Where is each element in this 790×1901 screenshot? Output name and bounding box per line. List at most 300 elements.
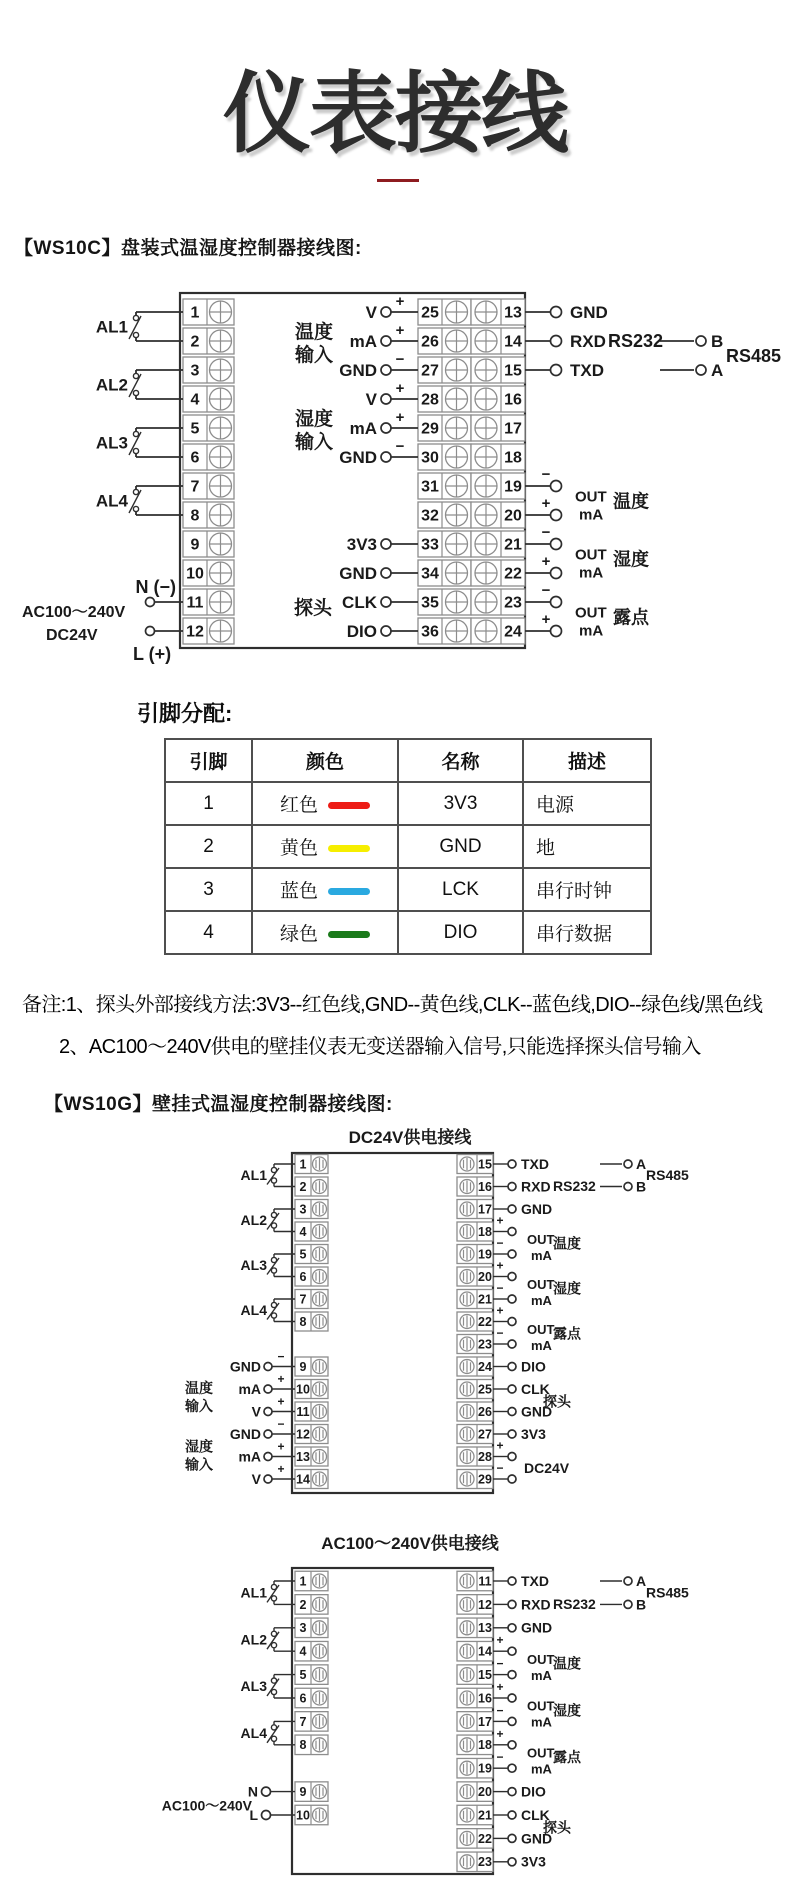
color-cell	[252, 782, 398, 825]
connection-dot	[508, 1430, 516, 1438]
port-label: DIO	[521, 1358, 546, 1375]
ws10g-section-header: 【WS10G】壁挂式温湿度控制器接线图:	[44, 1094, 393, 1115]
terminal-number: 30	[421, 449, 439, 467]
diagram-subtitle: DC24V供电接线	[348, 1128, 472, 1147]
dc-supply-label: DC24V	[46, 627, 98, 644]
connection-dot	[508, 1694, 516, 1702]
sign-label: +	[395, 380, 405, 397]
rs232-label: RS232	[553, 1178, 596, 1195]
terminal-number: 16	[478, 1691, 492, 1706]
out-label: mA	[531, 1714, 552, 1730]
col-header-name: 名称	[398, 739, 523, 782]
probe-label: 探头	[293, 597, 333, 619]
terminal-number: 27	[421, 362, 439, 380]
connection-dot	[508, 1811, 516, 1819]
terminal-number: 7	[299, 1292, 307, 1307]
rs485-line-b-label: B	[636, 1178, 647, 1195]
sign-label: −	[496, 1750, 504, 1765]
terminal-number: 13	[478, 1621, 492, 1636]
connection-dot	[381, 452, 391, 462]
pin-table-body	[165, 782, 651, 954]
terminal-number: 29	[421, 420, 439, 438]
connection-dot	[551, 307, 562, 318]
col-header-desc: 描述	[523, 739, 651, 782]
connection-dot	[696, 365, 706, 375]
page-title: 仪表接线	[222, 64, 567, 163]
terminal-number: 9	[190, 536, 200, 554]
terminal-number: 24	[504, 623, 522, 641]
desc-cell: 串行时钟	[523, 868, 651, 911]
terminal-number: 5	[299, 1247, 307, 1262]
input-group-label: 温度	[294, 322, 334, 343]
terminal-number: 10	[296, 1808, 310, 1823]
alarm-switch-label: AL4	[95, 491, 128, 511]
terminal-number: 17	[478, 1714, 492, 1729]
terminal-number: 2	[299, 1179, 307, 1194]
alarm-switch-label: AL2	[95, 375, 128, 395]
port-label: mA	[238, 1380, 261, 1397]
terminal-number: 4	[299, 1224, 307, 1239]
connection-dot	[508, 1577, 516, 1585]
neutral-terminal-label: N (−)	[135, 577, 176, 597]
connection-dot	[551, 510, 562, 521]
out-label: OUT	[527, 1651, 555, 1667]
rs485-label: RS485	[646, 1167, 689, 1184]
out-label: OUT	[575, 546, 607, 564]
connection-dot	[264, 1475, 272, 1483]
input-group-label: 输入	[185, 1456, 213, 1473]
terminal-number: 16	[478, 1179, 492, 1194]
connection-dot	[271, 1689, 276, 1694]
alarm-switch-label: AL1	[95, 317, 128, 337]
connection-dot	[508, 1385, 516, 1393]
probe-label: 探头	[543, 1393, 571, 1410]
connection-dot	[508, 1408, 516, 1416]
terminal-number: 9	[299, 1784, 307, 1799]
out-label: mA	[531, 1247, 552, 1263]
sign-label: +	[277, 1462, 285, 1476]
terminal-number: 21	[478, 1808, 492, 1823]
alarm-switch-label: AL4	[240, 1725, 267, 1741]
output-category-label: 湿度	[553, 1280, 581, 1297]
terminal-number: 8	[190, 507, 200, 525]
port-label: V	[251, 1403, 261, 1420]
alarm-switch-label: AL3	[240, 1257, 267, 1274]
port-label: GND	[339, 563, 377, 583]
table-header-row	[165, 739, 651, 782]
port-label: 3V3	[346, 534, 377, 554]
out-label: mA	[531, 1292, 552, 1308]
rs485-line-b-label: B	[711, 331, 724, 351]
out-label: OUT	[527, 1321, 555, 1337]
connection-dot	[508, 1363, 516, 1371]
terminal-number: 34	[421, 565, 439, 583]
out-label: mA	[579, 506, 604, 524]
connection-dot	[133, 390, 138, 395]
pin-cell: 2	[165, 825, 252, 868]
connection-dot	[146, 598, 155, 607]
terminal-number: 18	[478, 1224, 492, 1239]
color-cell	[252, 825, 398, 868]
terminal-number: 11	[296, 1404, 310, 1419]
terminal-number: 20	[478, 1784, 492, 1799]
name-cell: LCK	[398, 868, 523, 911]
color-swatch	[328, 845, 370, 852]
terminal-number: 15	[504, 362, 522, 380]
out-label: OUT	[527, 1745, 555, 1761]
port-label: V	[365, 389, 377, 409]
port-label: GND	[521, 1403, 553, 1420]
connection-dot	[271, 1736, 276, 1741]
col-header-pin: 引脚	[165, 739, 252, 782]
rs485-label: RS485	[726, 345, 782, 366]
connection-dot	[264, 1453, 272, 1461]
port-label: GND	[521, 1619, 553, 1636]
name-cell: DIO	[398, 911, 523, 954]
desc-cell: 串行数据	[523, 911, 651, 954]
terminal-number: 20	[478, 1269, 492, 1284]
rs485-line-a-label: A	[711, 360, 724, 380]
terminal-number: 36	[421, 623, 439, 641]
terminal-number: 13	[296, 1449, 310, 1464]
port-label: V	[365, 302, 377, 322]
connection-dot	[508, 1205, 516, 1213]
connection-dot	[271, 1643, 276, 1648]
connection-dot	[696, 336, 706, 346]
out-label: mA	[531, 1337, 552, 1353]
connection-dot	[133, 373, 138, 378]
terminal-number: 25	[478, 1382, 492, 1397]
input-group-label: 湿度	[185, 1438, 213, 1455]
port-label: CLK	[521, 1380, 550, 1397]
connection-dot	[381, 365, 391, 375]
port-label: GND	[229, 1358, 261, 1375]
terminal-number: 23	[478, 1855, 492, 1870]
connection-dot	[551, 336, 562, 347]
connection-dot	[264, 1385, 272, 1393]
connection-dot	[551, 568, 562, 579]
connection-dot	[508, 1788, 516, 1796]
terminal-number: 8	[299, 1314, 307, 1329]
input-group-label: 输入	[185, 1397, 213, 1414]
sign-label: +	[496, 1258, 504, 1273]
connection-dot	[508, 1647, 516, 1655]
sign-label: −	[496, 1326, 504, 1340]
output-category-label: 温度	[553, 1235, 581, 1252]
sign-label: −	[541, 524, 551, 541]
sign-label: +	[496, 1726, 504, 1741]
terminal-number: 33	[421, 536, 439, 554]
connection-dot	[262, 1811, 271, 1820]
table-row	[165, 911, 651, 954]
color-label: 绿色	[279, 924, 318, 945]
sign-label: −	[277, 1417, 285, 1431]
port-label: RXD	[570, 331, 606, 351]
sign-label: −	[496, 1703, 504, 1718]
terminal-number: 2	[190, 333, 200, 351]
pin-cell: 3	[165, 868, 252, 911]
output-category-label: 湿度	[553, 1702, 581, 1719]
color-cell	[252, 911, 398, 954]
out-label: mA	[579, 564, 604, 582]
terminal-number: 4	[190, 391, 200, 409]
alarm-switch-label: AL3	[95, 433, 128, 453]
out-label: OUT	[527, 1698, 555, 1714]
connection-dot	[508, 1340, 516, 1348]
terminal-number: 7	[190, 478, 200, 496]
sign-label: +	[277, 1439, 285, 1454]
sign-label: +	[496, 1633, 504, 1648]
terminal-number: 23	[504, 594, 522, 612]
connection-dot	[271, 1223, 276, 1228]
connection-dot	[381, 423, 391, 433]
desc-cell: 地	[523, 825, 651, 868]
terminal-number: 31	[421, 478, 439, 496]
terminal-number: 15	[478, 1667, 492, 1682]
connection-dot	[508, 1741, 516, 1749]
probe-label: 探头	[543, 1819, 571, 1836]
name-cell: 3V3	[398, 782, 523, 825]
out-label: mA	[531, 1761, 552, 1777]
terminal-number: 22	[478, 1314, 492, 1329]
connection-dot	[133, 489, 138, 494]
input-group-label: 湿度	[294, 409, 334, 430]
rs485-line-a-label: A	[636, 1155, 647, 1172]
terminal-number: 32	[421, 507, 439, 525]
alarm-switch-label: AL2	[240, 1212, 267, 1229]
connection-dot	[508, 1834, 516, 1842]
sign-label: +	[395, 322, 405, 339]
sign-label: −	[496, 1236, 504, 1250]
port-label: RXD	[521, 1178, 551, 1195]
terminal-number: 28	[478, 1449, 492, 1464]
connection-dot	[381, 568, 391, 578]
terminal-number: 12	[186, 623, 204, 641]
input-group-label: 输入	[294, 345, 334, 366]
sign-label: +	[541, 495, 551, 512]
connection-dot	[133, 448, 138, 453]
connection-dot	[551, 365, 562, 376]
terminal-number: 21	[504, 536, 522, 554]
connection-dot	[508, 1250, 516, 1258]
terminal-number: 3	[299, 1202, 307, 1217]
terminal-number: 2	[299, 1597, 307, 1612]
neutral-terminal-label: N	[247, 1783, 258, 1800]
port-label: GND	[229, 1425, 261, 1442]
terminal-number: 17	[478, 1202, 492, 1217]
terminal-number: 1	[299, 1157, 307, 1172]
port-label: mA	[238, 1448, 261, 1465]
note-line-2: 2、AC100～240V供电的壁挂仪表无变送器输入信号,只能选择探头信号输入	[59, 1036, 701, 1058]
terminal-number: 12	[296, 1427, 310, 1442]
connection-dot	[133, 332, 138, 337]
connection-dot	[508, 1228, 516, 1236]
terminal-number: 5	[299, 1667, 307, 1682]
terminal-number: 6	[299, 1269, 307, 1284]
terminal-number: 21	[478, 1292, 492, 1307]
connection-dot	[624, 1577, 632, 1585]
out-label: OUT	[527, 1231, 555, 1247]
connection-dot	[508, 1453, 516, 1461]
connection-dot	[381, 539, 391, 549]
terminal-number: 4	[299, 1644, 307, 1659]
color-swatch	[328, 888, 370, 895]
connection-dot	[381, 626, 391, 636]
pin-cell: 4	[165, 911, 252, 954]
output-category-label: 露点	[613, 607, 649, 628]
connection-dot	[381, 394, 391, 404]
port-label: DIO	[346, 621, 377, 641]
port-label: CLK	[342, 592, 377, 612]
connection-dot	[271, 1596, 276, 1601]
output-category-label: 露点	[553, 1749, 581, 1766]
output-category-label: 湿度	[613, 549, 649, 570]
connection-dot	[271, 1178, 276, 1183]
terminal-number: 14	[504, 333, 522, 351]
port-label: CLK	[521, 1806, 550, 1823]
terminal-number: 3	[190, 362, 200, 380]
terminal-number: 8	[299, 1738, 307, 1753]
out-label: OUT	[575, 488, 607, 506]
sign-label: −	[496, 1656, 504, 1671]
port-label: GND	[570, 302, 608, 322]
port-label: 3V3	[521, 1425, 546, 1442]
alarm-switch-label: AL1	[240, 1167, 267, 1184]
connection-dot	[551, 481, 562, 492]
terminal-number: 27	[478, 1427, 492, 1442]
connection-dot	[271, 1313, 276, 1318]
terminal-number: 26	[421, 333, 439, 351]
connection-dot	[508, 1183, 516, 1191]
terminal-number: 7	[299, 1714, 307, 1729]
terminal-number: 15	[478, 1157, 492, 1172]
terminal-number: 19	[504, 478, 522, 496]
terminal-number: 26	[478, 1404, 492, 1419]
connection-dot	[551, 597, 562, 608]
alarm-switch-label: AL2	[240, 1631, 267, 1648]
output-category-label: 露点	[553, 1325, 581, 1342]
terminal-number: 1	[299, 1574, 307, 1589]
terminal-number: 10	[296, 1382, 310, 1397]
port-label: GND	[339, 447, 377, 467]
rs485-line-b-label: B	[636, 1596, 647, 1613]
port-label: GND	[521, 1830, 553, 1847]
sign-label: +	[541, 553, 551, 570]
port-label: GND	[521, 1200, 553, 1217]
table-row	[165, 868, 651, 911]
terminal-number: 14	[296, 1472, 310, 1487]
port-label: TXD	[521, 1155, 549, 1172]
sign-label: −	[395, 438, 405, 455]
terminal-number: 19	[478, 1247, 492, 1262]
terminal-number: 29	[478, 1472, 492, 1487]
terminal-number: 19	[478, 1761, 492, 1776]
connection-dot	[508, 1671, 516, 1679]
dc-supply-label: DC24V	[524, 1459, 570, 1476]
connection-dot	[508, 1600, 516, 1608]
table-row	[165, 825, 651, 868]
ws10c-section-header: 【WS10C】盘装式温湿度控制器接线图:	[14, 238, 362, 259]
connection-dot	[146, 627, 155, 636]
connection-dot	[381, 307, 391, 317]
terminal-number: 11	[186, 594, 204, 612]
terminal-number: 25	[421, 304, 439, 322]
terminal-number: 10	[186, 565, 204, 583]
sign-label: −	[541, 466, 551, 483]
terminal-number: 18	[504, 449, 522, 467]
input-group-label: 温度	[185, 1379, 213, 1396]
sign-label: +	[277, 1394, 285, 1409]
sign-label: −	[541, 582, 551, 599]
connection-dot	[508, 1318, 516, 1326]
terminal-number: 18	[478, 1738, 492, 1753]
alarm-switch-label: AL4	[240, 1302, 267, 1319]
connection-dot	[264, 1430, 272, 1438]
sign-label: +	[395, 409, 405, 426]
name-cell: GND	[398, 825, 523, 868]
color-label: 黄色	[279, 838, 318, 859]
terminal-number: 35	[421, 594, 439, 612]
terminal-number: 6	[299, 1691, 307, 1706]
terminal-number: 5	[190, 420, 200, 438]
rs232-label: RS232	[553, 1596, 596, 1613]
ac-supply-label: AC100～240V	[161, 1797, 252, 1814]
out-label: mA	[531, 1667, 552, 1683]
out-label: mA	[579, 622, 604, 640]
connection-dot	[508, 1475, 516, 1483]
sign-label: +	[496, 1438, 504, 1453]
rs485-line-a-label: A	[636, 1572, 647, 1589]
connection-dot	[551, 626, 562, 637]
color-label: 蓝色	[279, 881, 318, 902]
connection-dot	[508, 1764, 516, 1772]
connection-dot	[264, 1408, 272, 1416]
connection-dot	[381, 336, 391, 346]
terminal-number: 24	[478, 1359, 492, 1374]
terminal-number: 14	[478, 1644, 492, 1659]
port-label: V	[251, 1470, 261, 1487]
terminal-number: 11	[478, 1574, 492, 1589]
out-label: OUT	[575, 604, 607, 622]
port-label: 3V3	[521, 1853, 546, 1870]
sign-label: +	[496, 1213, 504, 1228]
connection-dot	[381, 597, 391, 607]
terminal-number: 13	[504, 304, 522, 322]
connection-dot	[133, 315, 138, 320]
connection-dot	[508, 1273, 516, 1281]
sign-label: −	[496, 1281, 504, 1295]
pin-assignment-header: 引脚分配:	[137, 701, 233, 726]
connection-dot	[271, 1268, 276, 1273]
connection-dot	[624, 1183, 632, 1191]
live-terminal-label: L	[249, 1807, 258, 1823]
color-label: 红色	[279, 795, 318, 816]
pin-cell: 1	[165, 782, 252, 825]
connection-dot	[624, 1160, 632, 1168]
connection-dot	[133, 431, 138, 436]
terminal-number: 23	[478, 1337, 492, 1352]
rs485-label: RS485	[646, 1584, 689, 1601]
port-label: RXD	[521, 1596, 551, 1613]
live-terminal-label: L (+)	[133, 644, 172, 664]
terminal-number: 17	[504, 420, 522, 438]
input-group-label: 输入	[294, 432, 334, 453]
terminal-number: 6	[190, 449, 200, 467]
sign-label: +	[277, 1372, 285, 1386]
terminal-number: 28	[421, 391, 439, 409]
connection-dot	[508, 1624, 516, 1632]
connection-dot	[508, 1858, 516, 1866]
